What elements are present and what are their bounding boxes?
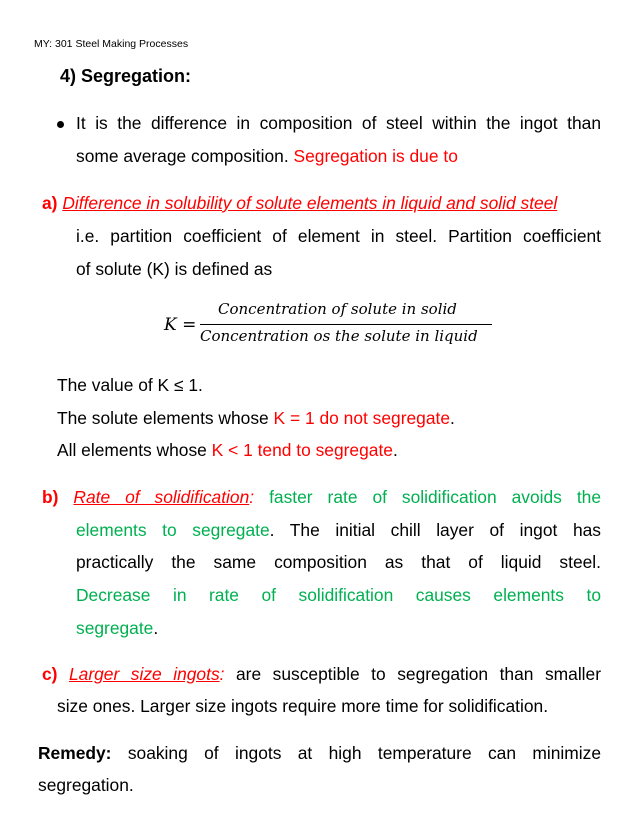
k-less-line <box>57 439 398 461</box>
item-c-colon: : <box>219 664 225 684</box>
item-c-marker: c) <box>42 664 58 684</box>
item-b-line-1 <box>42 486 601 508</box>
item-a-line-1: i.e. partition coefficient of element in steel. Partition coefficient <box>76 226 601 246</box>
section-title: 4) Segregation: <box>60 66 192 86</box>
k-value-line: The value of K ≤ 1. <box>57 375 203 395</box>
item-c-line-1-text: are susceptible to segregation than smaller <box>236 664 602 684</box>
item-c-line-1 <box>42 663 601 685</box>
k-equal-line <box>57 407 455 429</box>
bullet-line-2 <box>76 145 458 167</box>
item-b-line-2-green: elements to segregate <box>76 520 270 540</box>
item-b-line-2 <box>76 519 601 541</box>
item-a-heading: Difference in solubility of solute elements in liquid and solid steel <box>62 193 558 213</box>
item-b-line-5-green: segregate <box>76 618 154 638</box>
item-a-heading-line <box>42 192 557 214</box>
remedy-line-2: segregation. <box>38 775 134 795</box>
k-less-text: All elements whose <box>57 440 212 460</box>
k-less-highlight: K < 1 tend to segregate <box>211 440 393 460</box>
partition-coefficient-formula <box>160 300 500 348</box>
remedy-text: soaking of ingots at high temperature can minimize <box>127 743 601 763</box>
item-b-line-5 <box>76 617 158 639</box>
k-equal-end: . <box>450 408 455 428</box>
item-a-line-2: of solute (K) is defined as <box>76 259 273 279</box>
bullet-line-2-highlight: Segregation is due to <box>293 146 458 166</box>
bullet-line-2-text: some average composition. <box>76 146 294 166</box>
item-b-line-1-text: faster rate of solidification avoids the <box>269 487 602 507</box>
item-a-marker: a) <box>42 193 58 213</box>
item-b-line-5-end: . <box>153 618 159 638</box>
k-equal-text: The solute elements whose <box>57 408 274 428</box>
item-b-heading: Rate of solidification <box>73 487 250 507</box>
bullet-dot-icon <box>57 121 64 128</box>
item-b-line-4: Decrease in rate of solidification causes elements to <box>76 585 601 605</box>
item-b-colon: : <box>249 487 255 507</box>
item-c-heading: Larger size ingots <box>69 664 220 684</box>
k-less-end: . <box>392 440 398 460</box>
formula-lhs: K = <box>164 315 197 335</box>
remedy-line-1 <box>38 742 601 764</box>
remedy-label: Remedy: <box>38 743 112 763</box>
formula-numerator: Concentration of solute in solid <box>218 300 457 318</box>
item-c-line-2: size ones. Larger size ingots require more time for solidification. <box>57 696 549 716</box>
item-b-marker: b) <box>42 487 59 507</box>
item-b-line-3: practically the same composition as that of liquid steel. <box>76 552 601 572</box>
item-b-line-2-text: . The initial chill layer of ingot has <box>269 520 601 540</box>
page-header: MY: 301 Steel Making Processes <box>34 38 189 50</box>
formula-denominator: Concentration os the solute in liquid <box>200 327 478 345</box>
fraction-bar <box>200 324 492 325</box>
k-equal-highlight: K = 1 do not segregate <box>273 408 451 428</box>
bullet-line-1: It is the difference in composition of steel within the ingot than <box>76 113 601 133</box>
